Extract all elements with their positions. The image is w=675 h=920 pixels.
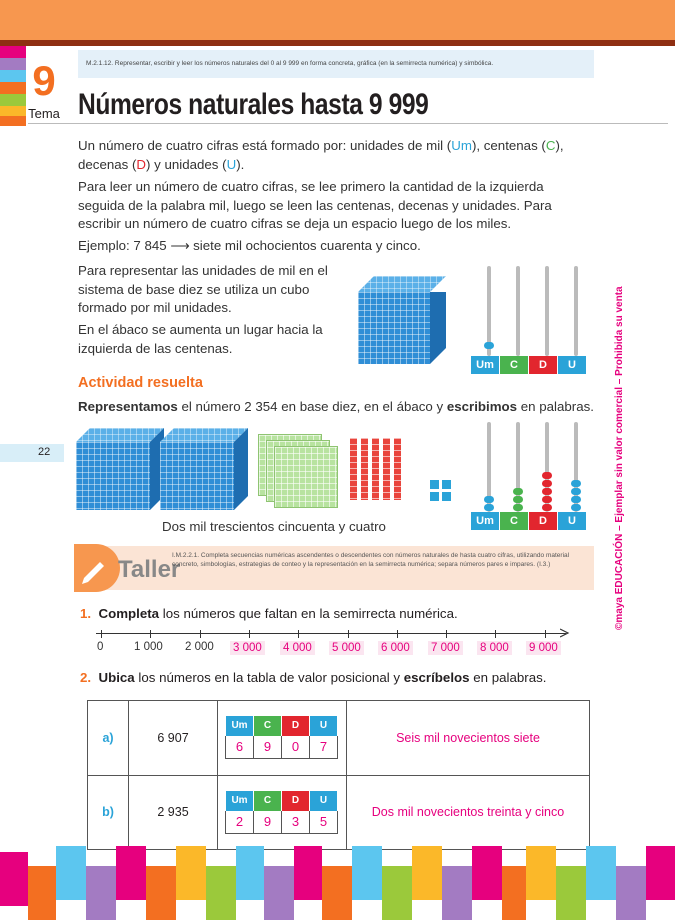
row-words: Dos mil novecientos treinta y cinco bbox=[347, 775, 590, 850]
abacus-bead bbox=[513, 488, 523, 495]
number-line-arrow-icon bbox=[560, 628, 570, 638]
abacus-empty bbox=[470, 262, 590, 382]
abacus-bead bbox=[542, 472, 552, 479]
row-words: Seis mil novecientos siete bbox=[347, 701, 590, 776]
answer-number: 3 000 bbox=[230, 641, 265, 655]
answer-number: 7 000 bbox=[428, 641, 463, 655]
number-line-tick bbox=[150, 630, 151, 638]
table-row bbox=[88, 775, 590, 850]
abacus-bead bbox=[513, 496, 523, 503]
actividad-instruction: Representamos el número 2 354 en base diez, en el ábaco y escribimos en palabras. bbox=[78, 399, 594, 414]
abacus-label-c: C bbox=[500, 512, 528, 530]
abacus-bead bbox=[571, 496, 581, 503]
page-title: Números naturales hasta 9 999 bbox=[78, 88, 429, 121]
intro-paragraph-3: Para representar las unidades de mil en el sistema de base diez se utiliza un cubo formado por mil unidades. bbox=[78, 263, 328, 315]
number-line-tick bbox=[200, 630, 201, 638]
number-line-tick bbox=[101, 630, 102, 638]
abacus-bead bbox=[484, 504, 494, 511]
intro-paragraph-2: Para leer un número de cuatro cifras, se lee primero la cantidad de la izquierda seguida de la palabra mil, luego se leen las centenas, decenas y unidades. Para escribir un número de cuatro cifras se deja un espacio luego de los miles. bbox=[78, 179, 552, 231]
number-line-tick bbox=[545, 630, 546, 638]
answer-number: 5 000 bbox=[329, 641, 364, 655]
standard-box: M.2.1.12. Representar, escribir y leer los números naturales del 0 al 9 999 en forma concreta, gráfica (en la semirrecta numérica) y simbólica. bbox=[78, 50, 594, 78]
digit-grid: Um C D U 2 9 3 5 bbox=[226, 791, 338, 834]
number-line-tick bbox=[446, 630, 447, 638]
question-2: 2. Ubica los números en la tabla de valor posicional y escríbelos en palabras. bbox=[80, 670, 547, 685]
abacus-bead bbox=[542, 488, 552, 495]
tema-number: 9 bbox=[32, 57, 56, 104]
row-label: b) bbox=[88, 775, 129, 850]
abacus-bead bbox=[513, 504, 523, 511]
top-divider bbox=[0, 40, 675, 46]
abacus-bead bbox=[571, 480, 581, 487]
question-1: 1. Completa los números que faltan en la semirrecta numérica. bbox=[80, 606, 458, 621]
answer-number: 9 000 bbox=[526, 641, 561, 655]
actividad-caption: Dos mil trescientos cincuenta y cuatro bbox=[162, 519, 386, 534]
answer-number: 4 000 bbox=[280, 641, 315, 655]
abacus-label-u: U bbox=[558, 356, 586, 374]
number-line-tick bbox=[495, 630, 496, 638]
answer-number: 6 000 bbox=[378, 641, 413, 655]
number-line-tick bbox=[249, 630, 250, 638]
abacus-2354 bbox=[470, 418, 590, 534]
digit-cell: 0 bbox=[281, 736, 310, 759]
digit-cell: 9 bbox=[253, 736, 282, 759]
abacus-label-um: Um bbox=[471, 512, 499, 530]
copyright-side-text: ©maya EDUCACIÓN – Ejemplar sin valor comercial – Prohibida su venta bbox=[614, 286, 625, 630]
abacus-bead bbox=[571, 504, 581, 511]
answer-number: 8 000 bbox=[477, 641, 512, 655]
pencil-icon bbox=[70, 542, 120, 594]
row-number: 6 907 bbox=[129, 701, 218, 776]
base-ten-blocks bbox=[76, 428, 466, 512]
given-number: 0 bbox=[97, 641, 104, 653]
row-number: 2 935 bbox=[129, 775, 218, 850]
intro-paragraph-4: En el ábaco se aumenta un lugar hacia la izquierda de las centenas. bbox=[78, 322, 323, 356]
number-line-tick bbox=[397, 630, 398, 638]
example-line: Ejemplo: 7 845 ⟶ siete mil ochocientos cuarenta y cinco. bbox=[78, 238, 421, 253]
abacus-bead bbox=[571, 488, 581, 495]
abacus-label-um: Um bbox=[471, 356, 499, 374]
abacus-label-d: D bbox=[529, 356, 557, 374]
digit-cell: 2 bbox=[225, 811, 254, 834]
abacus-label-u: U bbox=[558, 512, 586, 530]
actividad-heading: Actividad resuelta bbox=[78, 375, 203, 391]
given-number: 1 000 bbox=[134, 641, 163, 653]
title-underline bbox=[28, 123, 668, 124]
abacus-bead bbox=[542, 496, 552, 503]
abacus-label-c: C bbox=[500, 356, 528, 374]
place-value-table bbox=[87, 700, 590, 850]
digit-cell: 9 bbox=[253, 811, 282, 834]
thousand-cube bbox=[358, 276, 450, 364]
digit-cell: 6 bbox=[225, 736, 254, 759]
taller-label: Taller bbox=[118, 556, 181, 583]
table-row bbox=[88, 701, 590, 776]
given-number: 2 000 bbox=[185, 641, 214, 653]
top-banner bbox=[0, 0, 675, 40]
abacus-bead bbox=[484, 496, 494, 503]
digit-cell: 5 bbox=[309, 811, 338, 834]
abacus-bead bbox=[542, 480, 552, 487]
number-line-tick bbox=[348, 630, 349, 638]
digit-cell: 3 bbox=[281, 811, 310, 834]
number-line-tick bbox=[298, 630, 299, 638]
tema-label: Tema bbox=[28, 106, 60, 121]
abacus-label-d: D bbox=[529, 512, 557, 530]
abacus-bead bbox=[542, 504, 552, 511]
digit-grid: Um C D U 6 9 0 7 bbox=[226, 716, 338, 759]
digit-cell: 7 bbox=[309, 736, 338, 759]
taller-indicator: I.M.2.2.1. Completa secuencias numéricas ascendentes o descendentes con números naturales de hasta cuatro cifras, utilizando material concreto, simbologías, estrategias de conteo y la representación en la semirrecta numérica; separa números pares e impares. (I.3.) bbox=[172, 552, 570, 568]
row-label: a) bbox=[88, 701, 129, 776]
intro-paragraph-1: Un número de cuatro cifras está formado por: unidades de mil (Um), centenas (C), decenas (D) y unidades (U). bbox=[78, 138, 564, 172]
page-number: 22 bbox=[0, 444, 64, 462]
